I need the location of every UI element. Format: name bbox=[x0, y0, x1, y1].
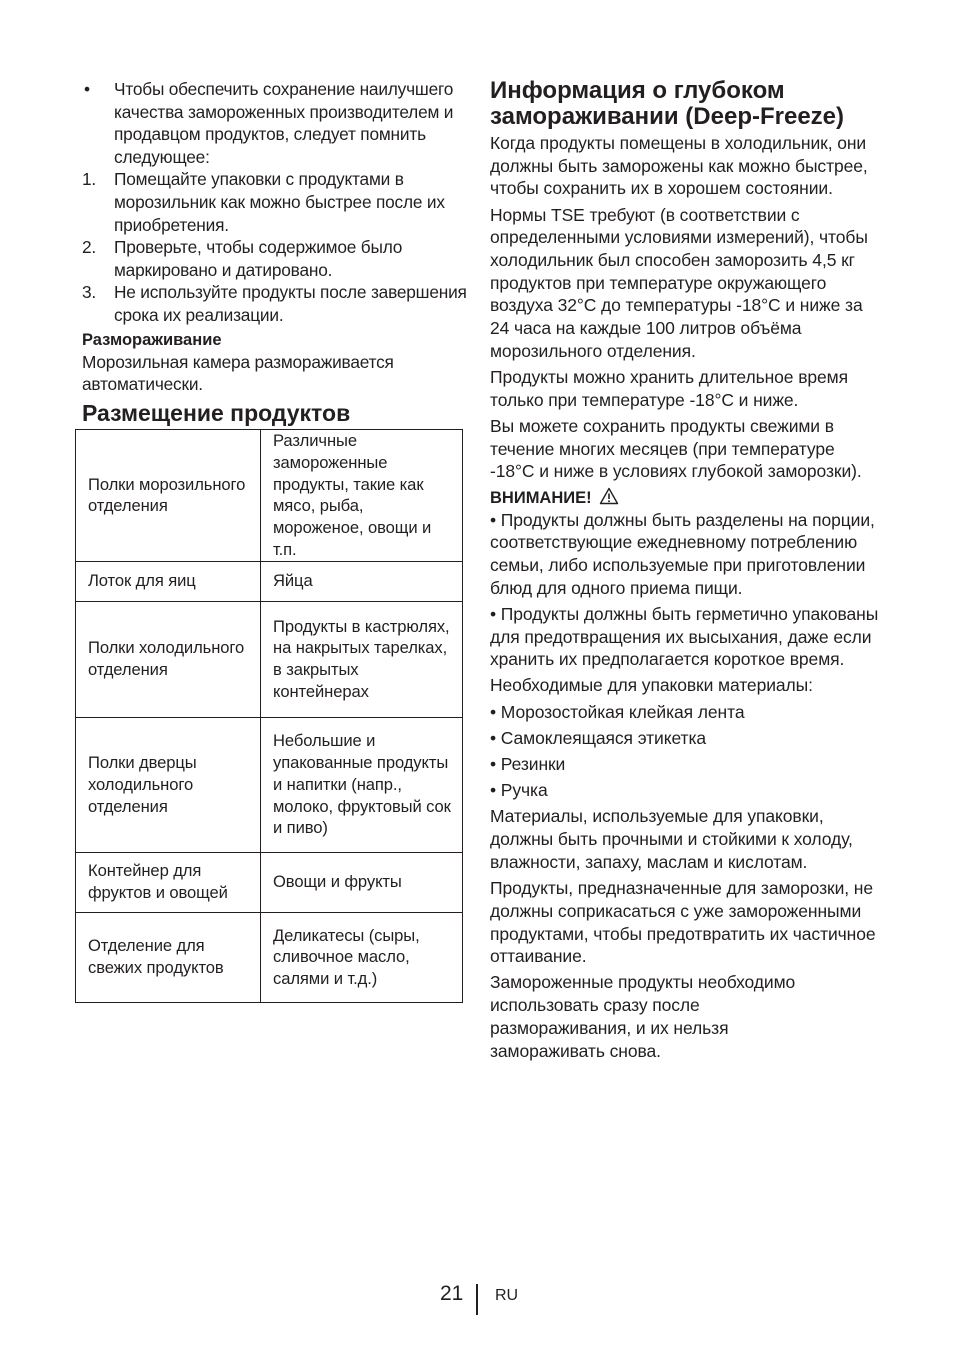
paragraph: Материалы, используемые для упаковки, должны быть прочными и стойкими к холоду, влажности, запаху, маслам и кислотам. bbox=[490, 806, 853, 872]
list-item bbox=[82, 78, 467, 168]
table-row bbox=[76, 717, 463, 852]
paragraph: Продукты, предназначенные для заморозки, не должны соприкасаться с уже замороженными продуктами, чтобы предотвратить их частичное оттаивание. bbox=[490, 878, 876, 967]
list-text: Помещайте упаковки с продуктами в морозильник как можно быстрее после их приобретения. bbox=[114, 169, 445, 235]
bullet-paragraph: • Продукты должны быть разделены на порции, соответствующие ежедневному потреблению семьи, либо используемые при приготовлении блюд для одного приема пищи. bbox=[490, 509, 875, 598]
warning-heading bbox=[490, 487, 880, 509]
placement-heading: Размещение продуктов bbox=[82, 399, 351, 426]
language-code: RU bbox=[495, 1287, 519, 1304]
table-cell-items: Деликатесы (сыры, сливочное масло, салями и т.д.) bbox=[261, 912, 463, 1002]
table-cell-items: Различные замороженные продукты, такие как мясо, рыба, мороженое, овощи и т.п. bbox=[261, 430, 463, 562]
table-cell-place: Полки холодильного отделения bbox=[76, 601, 261, 717]
paragraph: Вы можете сохранить продукты свежими в течение многих месяцев (при температуре -18°C и ниже в условиях глубокой заморозки). bbox=[490, 415, 862, 482]
table-cell-place: Полки дверцы холодильного отделения bbox=[76, 717, 261, 852]
list-text: Чтобы обеспечить сохранение наилучшего качества замороженных производителем и продавцом продуктов, следует помнить следующее: bbox=[114, 79, 454, 167]
footer-divider bbox=[476, 1284, 478, 1315]
table-row bbox=[76, 561, 463, 601]
list-item bbox=[82, 236, 467, 281]
paragraph: Когда продукты помещены в холодильник, они должны быть заморожены как можно быстрее, чтобы сохранить их в хорошем состоянии. bbox=[490, 133, 868, 199]
page-number: 21 bbox=[440, 1282, 464, 1305]
table-cell-place: Отделение для свежих продуктов bbox=[76, 912, 261, 1002]
defrost-text: Морозильная камера размораживается автоматически. bbox=[82, 351, 394, 395]
defrost-heading: Размораживание bbox=[82, 330, 222, 349]
material-item: • Резинки bbox=[490, 754, 566, 775]
table-row bbox=[76, 601, 463, 717]
materials-intro: Необходимые для упаковки материалы: bbox=[490, 675, 813, 696]
table-row bbox=[76, 430, 463, 562]
list-item bbox=[82, 281, 467, 326]
paragraph: Продукты можно хранить длительное время только при температуре -18°C и ниже. bbox=[490, 367, 848, 410]
table-cell-items: Яйца bbox=[261, 561, 463, 601]
paragraph: Замороженные продукты необходимо использовать сразу после размораживания, и их нельзя замораживать снова. bbox=[490, 972, 796, 1061]
list-text: Не используйте продукты после завершения срока их реализации. bbox=[114, 282, 467, 325]
table-cell-items: Продукты в кастрюлях, на накрытых тарелках, в закрытых контейнерах bbox=[261, 601, 463, 717]
left-column bbox=[82, 78, 467, 431]
list-marker: • bbox=[84, 79, 90, 99]
warning-label: ВНИМАНИЕ! bbox=[490, 488, 592, 507]
material-item: • Самоклеящаяся этикетка bbox=[490, 727, 707, 748]
table-cell-place: Полки морозильного отделения bbox=[76, 430, 261, 562]
material-item: • Ручка bbox=[490, 780, 548, 801]
list-marker: 1. bbox=[82, 169, 97, 190]
table-row bbox=[76, 852, 463, 912]
warning-icon bbox=[599, 487, 619, 505]
table-cell-items: Небольшие и упакованные продукты и напитки (напр., молоко, фруктовый сок и пиво) bbox=[261, 717, 463, 852]
placement-table bbox=[75, 429, 463, 1003]
table-cell-place: Контейнер для фруктов и овощей bbox=[76, 852, 261, 912]
table-row bbox=[76, 912, 463, 1002]
list-item bbox=[82, 168, 467, 236]
bullet-paragraph: • Продукты должны быть герметично упакованы для предотвращения их высыхания, даже если хранить их предполагается короткое время. bbox=[490, 603, 879, 670]
paragraph: Нормы TSE требуют (в соответствии с определенными условиями измерений), чтобы холодильник был способен заморозить 4,5 кг продуктов при температуре окружающего воздуха 32°C до температуры -18°C и ниже за 24 часа на каждые 100 литров объёма морозильного отделения. bbox=[490, 204, 868, 361]
list-marker: 2. bbox=[82, 237, 97, 258]
material-item: • Морозостойкая клейкая лента bbox=[490, 701, 745, 722]
list-text: Проверьте, чтобы содержимое было маркировано и датировано. bbox=[114, 237, 403, 280]
deep-freeze-heading: Информация о глубоком замораживании (Deep-Freeze) bbox=[490, 77, 844, 130]
right-column bbox=[490, 78, 880, 1066]
list-marker: 3. bbox=[82, 282, 97, 303]
table-cell-items: Овощи и фрукты bbox=[261, 852, 463, 912]
table-cell-place: Лоток для яиц bbox=[76, 561, 261, 601]
